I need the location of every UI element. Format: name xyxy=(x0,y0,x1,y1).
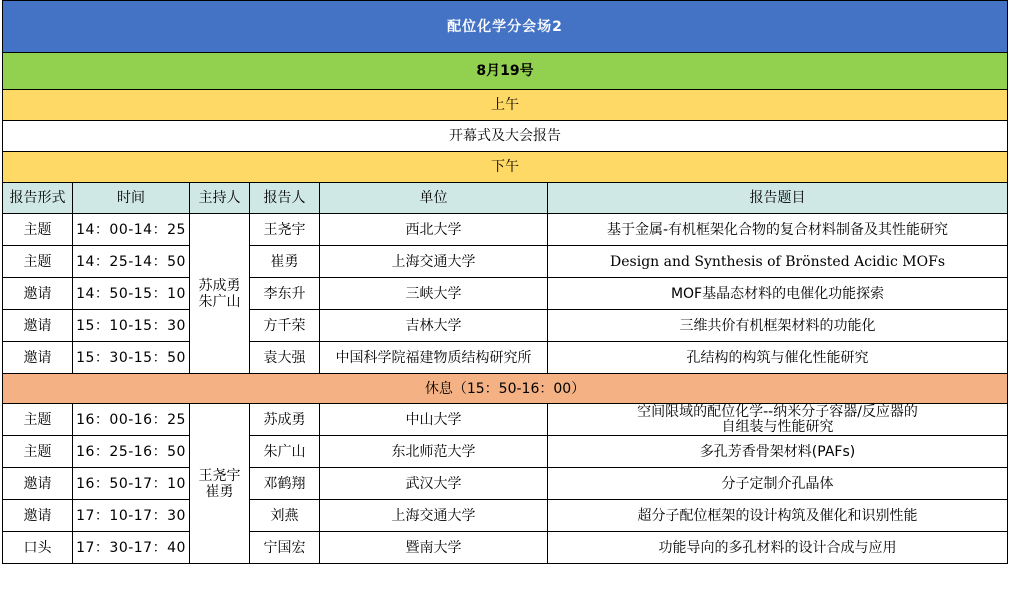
speaker-cell: 袁大强 xyxy=(250,342,320,374)
header-host: 主持人 xyxy=(190,183,250,214)
time-cell: 15：30-15：50 xyxy=(73,342,190,374)
title-row xyxy=(3,1,1008,53)
break-label: 休息（15：50-16：00） xyxy=(3,374,1008,404)
speaker-cell: 宁国宏 xyxy=(250,532,320,564)
topic-cell: 孔结构的构筑与催化性能研究 xyxy=(548,342,1008,374)
time-cell: 17：10-17：30 xyxy=(73,500,190,532)
table-row xyxy=(3,310,1008,342)
host-name: 苏成勇 xyxy=(198,277,241,294)
topic-cell: Design and Synthesis of Brönsted Acidic MOFs xyxy=(548,246,1008,278)
host-name: 王尧宇 xyxy=(198,467,241,484)
format-cell: 邀请 xyxy=(3,342,73,374)
host-name: 崔勇 xyxy=(205,483,234,500)
host-cell xyxy=(190,214,250,374)
time-cell: 14：25-14：50 xyxy=(73,246,190,278)
table-row xyxy=(3,404,1008,436)
date-label: 8月19号 xyxy=(3,53,1008,90)
topic-cell: 三维共价有机框架材料的功能化 xyxy=(548,310,1008,342)
speaker-cell: 邓鹤翔 xyxy=(250,468,320,500)
morning-note-row xyxy=(3,121,1008,152)
header-unit: 单位 xyxy=(320,183,548,214)
table-row xyxy=(3,246,1008,278)
unit-cell: 暨南大学 xyxy=(320,532,548,564)
date-row xyxy=(3,53,1008,90)
header-speaker: 报告人 xyxy=(250,183,320,214)
format-cell: 邀请 xyxy=(3,468,73,500)
speaker-cell: 方千荣 xyxy=(250,310,320,342)
format-cell: 邀请 xyxy=(3,278,73,310)
topic-cell: 多孔芳香骨架材料(PAFs) xyxy=(548,436,1008,468)
unit-cell: 西北大学 xyxy=(320,214,548,246)
format-cell: 主题 xyxy=(3,436,73,468)
schedule-sheet xyxy=(2,0,1007,564)
topic-cell: 分子定制介孔晶体 xyxy=(548,468,1008,500)
unit-cell: 中山大学 xyxy=(320,404,548,436)
time-cell: 15：10-15：30 xyxy=(73,310,190,342)
header-row xyxy=(3,183,1008,214)
afternoon-label: 下午 xyxy=(3,152,1008,183)
unit-cell: 吉林大学 xyxy=(320,310,548,342)
format-cell: 主题 xyxy=(3,214,73,246)
topic-cell xyxy=(548,404,1008,436)
speaker-cell: 王尧宇 xyxy=(250,214,320,246)
speaker-cell: 苏成勇 xyxy=(250,404,320,436)
speaker-cell: 朱广山 xyxy=(250,436,320,468)
table-row xyxy=(3,214,1008,246)
time-cell: 14：00-14：25 xyxy=(73,214,190,246)
unit-cell: 三峡大学 xyxy=(320,278,548,310)
host-name: 朱广山 xyxy=(198,293,241,310)
unit-cell: 中国科学院福建物质结构研究所 xyxy=(320,342,548,374)
format-cell: 口头 xyxy=(3,532,73,564)
morning-row xyxy=(3,90,1008,121)
unit-cell: 东北师范大学 xyxy=(320,436,548,468)
time-cell: 16：00-16：25 xyxy=(73,404,190,436)
speaker-cell: 刘燕 xyxy=(250,500,320,532)
time-cell: 16：50-17：10 xyxy=(73,468,190,500)
page-title: 配位化学分会场2 xyxy=(3,1,1008,53)
speaker-cell: 李东升 xyxy=(250,278,320,310)
morning-label: 上午 xyxy=(3,90,1008,121)
host-cell xyxy=(190,404,250,564)
unit-cell: 上海交通大学 xyxy=(320,500,548,532)
table-row xyxy=(3,468,1008,500)
format-cell: 主题 xyxy=(3,246,73,278)
topic-cell: 基于金属-有机框架化合物的复合材料制备及其性能研究 xyxy=(548,214,1008,246)
format-cell: 主题 xyxy=(3,404,73,436)
morning-note: 开幕式及大会报告 xyxy=(3,121,1008,152)
topic-cell: MOF基晶态材料的电催化功能探索 xyxy=(548,278,1008,310)
time-cell: 16：25-16：50 xyxy=(73,436,190,468)
topic-line: 空间限域的配位化学--纳米分子容器/反应器的 xyxy=(637,403,918,420)
schedule-table xyxy=(2,0,1008,564)
unit-cell: 武汉大学 xyxy=(320,468,548,500)
time-cell: 17：30-17：40 xyxy=(73,532,190,564)
format-cell: 邀请 xyxy=(3,310,73,342)
time-cell: 14：50-15：10 xyxy=(73,278,190,310)
table-row xyxy=(3,532,1008,564)
break-row xyxy=(3,374,1008,404)
table-row xyxy=(3,436,1008,468)
afternoon-row xyxy=(3,152,1008,183)
table-row xyxy=(3,278,1008,310)
header-topic: 报告题目 xyxy=(548,183,1008,214)
speaker-cell: 崔勇 xyxy=(250,246,320,278)
table-row xyxy=(3,500,1008,532)
topic-cell: 超分子配位框架的设计构筑及催化和识别性能 xyxy=(548,500,1008,532)
topic-cell: 功能导向的多孔材料的设计合成与应用 xyxy=(548,532,1008,564)
table-row xyxy=(3,342,1008,374)
unit-cell: 上海交通大学 xyxy=(320,246,548,278)
header-format: 报告形式 xyxy=(3,183,73,214)
topic-line: 自组装与性能研究 xyxy=(721,418,834,435)
header-time: 时间 xyxy=(73,183,190,214)
format-cell: 邀请 xyxy=(3,500,73,532)
